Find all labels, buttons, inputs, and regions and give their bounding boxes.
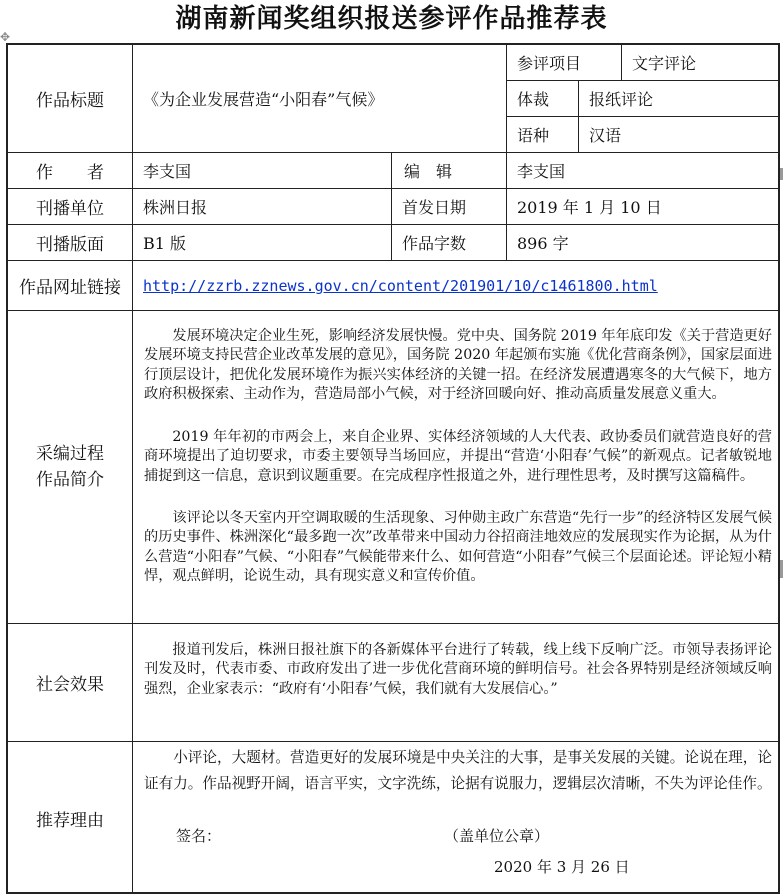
article-url-link[interactable]: http://zzrb.zznews.gov.cn/content/201901/10/c1461800.html bbox=[143, 276, 658, 295]
section-label: 刊播版面 bbox=[8, 225, 133, 261]
category-label: 参评项目 bbox=[507, 45, 622, 81]
process-label bbox=[8, 311, 133, 624]
word-count-value: 896 字 bbox=[507, 225, 780, 261]
work-title-value: 《为企业发展营造“小阳春”气候》 bbox=[133, 45, 507, 153]
social-effect-label: 社会效果 bbox=[8, 624, 133, 742]
word-count-label: 作品字数 bbox=[392, 225, 507, 261]
recommendation-label: 推荐理由 bbox=[8, 742, 133, 894]
language-label: 语种 bbox=[507, 117, 579, 153]
form-title: 湖南新闻奖组织报送参评作品推荐表 bbox=[175, 4, 608, 34]
url-cell bbox=[133, 261, 780, 311]
process-paragraph-3: 该评论以冬天室内开空调取暖的生活现象、习仲勋主政广东营造“先行一步”的经济特区发展气候的历史事件、株洲深化“最多跑一次”改革带来中国动力谷招商洼地效应的发展现实作为论据，从为什么营造“小阳春”气候、“小阳春”气候能带来什么、如何营造“小阳春”气候三个层面论述。评论短小精悍，观点鲜明，论说生动，具有现实意义和宣传价值。 bbox=[144, 510, 772, 585]
publisher-label: 刊播单位 bbox=[8, 189, 133, 225]
form-table bbox=[6, 43, 780, 894]
genre-label: 体裁 bbox=[507, 81, 579, 117]
social-effect-text: 报道刊发后，株洲日报社旗下的各新媒体平台进行了转载，线上线下反响广泛。市领导表扬评论刊发及时，代表市委、市政府发出了进一步优化营商环境的鲜明信号。社会各界特别是经济领域反响强烈，企业家表示：“政府有‘小阳春’气候，我们就有大发展信心。” bbox=[144, 642, 772, 697]
genre-value: 报纸评论 bbox=[579, 81, 780, 117]
editor-value: 李支国 bbox=[507, 153, 780, 189]
move-handle-icon: ✥ bbox=[0, 30, 11, 44]
signature-label: 签名： bbox=[176, 827, 222, 845]
language-value: 汉语 bbox=[579, 117, 780, 153]
recommendation-text: 小评论，大题材。营造更好的发展环境是中央关注的大事，是事关发展的关键。论说在理，论证有力。作品视野开阔，语言平实，文字洗练，论据有说服力，逻辑层次清晰，不失为评论佳作。 bbox=[144, 749, 772, 792]
editor-label: 编 辑 bbox=[392, 153, 507, 189]
category-value: 文字评论 bbox=[622, 45, 780, 81]
first-date-label: 首发日期 bbox=[392, 189, 507, 225]
author-label: 作 者 bbox=[8, 153, 133, 189]
publisher-value: 株洲日报 bbox=[133, 189, 392, 225]
process-label-line2: 作品简介 bbox=[36, 470, 104, 490]
process-paragraph-1: 发展环境决定企业生死，影响经济发展快慢。党中央、国务院 2019 年年底印发《关于营造更好发展环境支持民营企业改革发展的意见》，国务院 2020 年起颁布实施《优化营商条例》，国家层面进行顶层设计，把优化发展环境作为振兴实体经济的关键一招。在经济发展遭遇寒冬的大气候下，地方政府积极探索、主动作为，营造局部小气候，对于经济回暖向好、推动高质量发展意义重大。 bbox=[144, 328, 772, 403]
url-label: 作品网址链接 bbox=[8, 261, 133, 311]
recommendation-date: 2020 年 3 月 26 日 bbox=[494, 858, 630, 876]
first-date-value: 2019 年 1 月 10 日 bbox=[507, 189, 780, 225]
work-title-label: 作品标题 bbox=[8, 45, 133, 153]
process-paragraph-2: 2019 年年初的市两会上，来自企业界、实体经济领域的人大代表、政协委员们就营造良好的营商环境提出了迫切要求，市委主要领导当场回应，并提出“营造‘小阳春’气候”的新观点。记者敏锐地捕捉到这一信息，意识到议题重要。在完成程序性报道之外，进行理性思考，及时撰写这篇稿件。 bbox=[144, 429, 772, 484]
process-label-line1: 采编过程 bbox=[36, 444, 104, 464]
section-value: B1 版 bbox=[133, 225, 392, 261]
stamp-label: （盖单位公章） bbox=[444, 827, 550, 845]
author-value: 李支国 bbox=[133, 153, 392, 189]
